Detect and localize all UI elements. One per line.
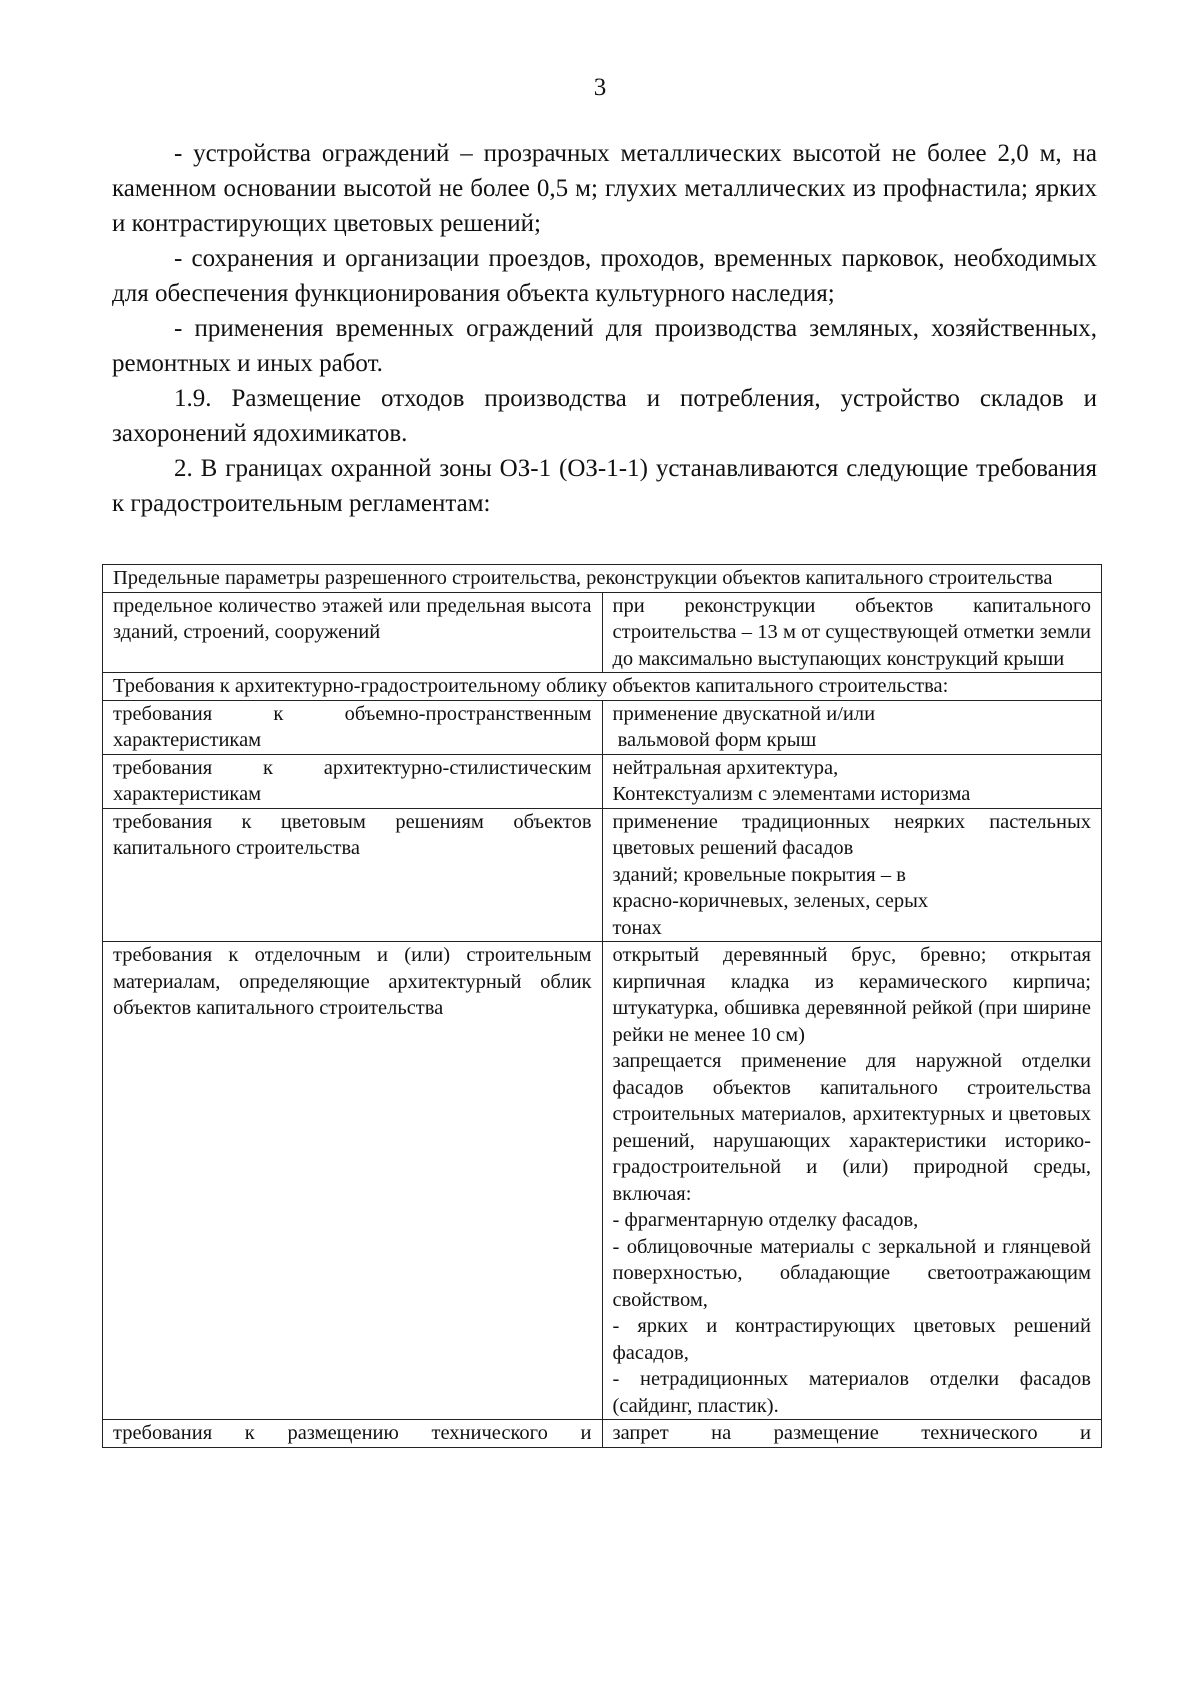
cell-floors-height-label: предельное количество этажей или предельная высота зданий, строений, сооружений bbox=[103, 592, 603, 673]
table-row bbox=[103, 700, 1102, 754]
body-text bbox=[112, 136, 1097, 521]
paragraph-fences: - устройства ограждений – прозрачных металлических высотой не более 2,0 м, на каменном основании высотой не более 0,5 м; глухих металлических из профнастила; ярких и контрастирующих цветовых решений; bbox=[112, 140, 1097, 237]
cell-materials-item: - фрагментарную отделку фасадов, bbox=[612, 1209, 919, 1231]
cell-style-line: Контекстуализм с элементами историзма bbox=[612, 783, 971, 805]
table-row bbox=[103, 754, 1102, 808]
cell-style-label: требования к архитектурно-стилистическим характеристикам bbox=[103, 754, 603, 808]
table-row bbox=[103, 808, 1102, 942]
cell-materials-item: - облицовочные материалы с зеркальной и глянцевой поверхностью, обладающие светоотражающим свойством, bbox=[612, 1235, 1091, 1311]
cell-volume-line: применение двускатной и/или bbox=[612, 702, 876, 725]
cell-volume-line: вальмовой форм крыш bbox=[612, 729, 817, 751]
cell-volume-value bbox=[602, 700, 1102, 754]
table-header-row bbox=[103, 565, 1102, 593]
cell-color-main: применение традиционных неярких пастельных цветовых решений фасадов bbox=[612, 810, 1091, 859]
table-row bbox=[103, 1420, 1102, 1448]
cell-style-value bbox=[602, 754, 1102, 808]
cell-technical-label: требования к размещению технического и bbox=[103, 1420, 603, 1448]
table-row bbox=[103, 592, 1102, 673]
cell-volume-label: требования к объемно-пространственным характеристикам bbox=[103, 700, 603, 754]
cell-materials-value bbox=[602, 942, 1102, 1420]
cell-style-line: нейтральная архитектура, bbox=[612, 756, 839, 779]
cell-materials-prohibited: запрещается применение для наружной отделки фасадов объектов капитального строительства строительных материалов, архитектурных и цветовых решений, нарушающих характеристики историко-градостроительной и (или) природной среды, включая: bbox=[612, 1050, 1091, 1205]
paragraph-zone-requirements: 2. В границах охранной зоны ОЗ-1 (ОЗ-1-1) устанавливаются следующие требования к градостроительным регламентам: bbox=[112, 455, 1097, 517]
paragraph-temporary-fences: - применения временных ограждений для производства земляных, хозяйственных, ремонтных и иных работ. bbox=[112, 315, 1097, 377]
cell-color-value bbox=[602, 808, 1102, 942]
cell-color-line: зданий; кровельные покрытия – в bbox=[612, 863, 906, 886]
cell-materials-label: требования к отделочным и (или) строительным материалам, определяющие архитектурный облик объектов капитального строительства bbox=[103, 942, 603, 1420]
table-header-limits: Предельные параметры разрешенного строительства, реконструкции объектов капитального строительства bbox=[103, 565, 1102, 593]
table-header-row bbox=[103, 673, 1102, 701]
cell-floors-height-value: при реконструкции объектов капитального строительства – 13 м от существующей отметки земли до максимально выступающих конструкций крыши bbox=[602, 592, 1102, 673]
regulations-table bbox=[102, 564, 1102, 1448]
table-row bbox=[103, 942, 1102, 1420]
paragraph-waste: 1.9. Размещение отходов производства и потребления, устройство складов и захоронений ядохимикатов. bbox=[112, 385, 1097, 447]
cell-color-label: требования к цветовым решениям объектов капитального строительства bbox=[103, 808, 603, 942]
cell-color-line: красно-коричневых, зеленых, серых bbox=[612, 890, 929, 912]
cell-materials-allowed: открытый деревянный брус, бревно; открытая кирпичная кладка из керамического кирпича; штукатурка, обшивка деревянной рейкой (при ширине рейки не менее 10 см) bbox=[612, 944, 1091, 1046]
paragraph-passages: - сохранения и организации проездов, проходов, временных парковок, необходимых для обеспечения функционирования объекта культурного наследия; bbox=[112, 245, 1097, 307]
page-number: 3 bbox=[593, 74, 607, 101]
table-header-architecture: Требования к архитектурно-градостроительному облику объектов капитального строительства: bbox=[103, 673, 1102, 701]
cell-color-line: тонах bbox=[612, 916, 662, 939]
cell-technical-value: запрет на размещение технического и bbox=[602, 1420, 1102, 1448]
cell-materials-item: - нетрадиционных материалов отделки фасадов (сайдинг, пластик). bbox=[612, 1368, 1091, 1417]
cell-materials-item: - ярких и контрастирующих цветовых решений фасадов, bbox=[612, 1315, 1091, 1364]
